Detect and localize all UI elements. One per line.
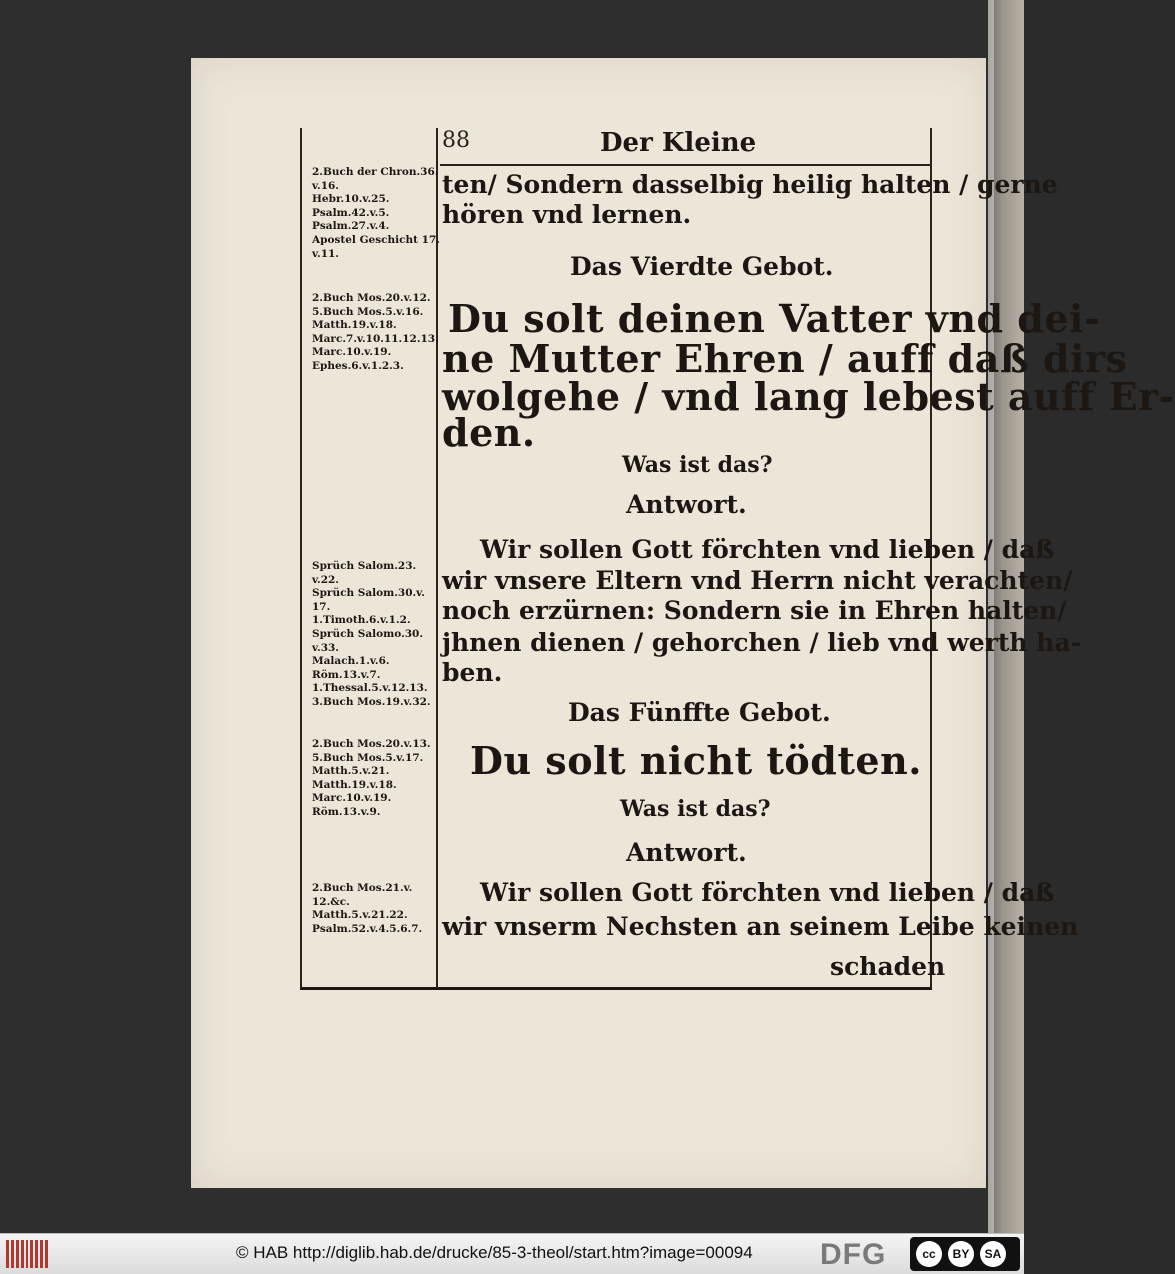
page-number: 88 <box>442 128 470 153</box>
body-line-2: hören vnd lernen. <box>442 200 692 229</box>
body-line-1: ten/ Sondern dasselbig heilig halten / gerne <box>442 170 1058 199</box>
margin-ref: Marc.7.v.10.11.12.13. <box>312 332 439 345</box>
answer5-line-2: wir vnserm Nechsten an seinem Leibe keinen <box>442 912 1079 941</box>
margin-ref: 17. <box>312 600 331 613</box>
margin-ref: v.11. <box>312 247 339 260</box>
commandment4-line-4: den. <box>442 410 536 455</box>
copyright-link[interactable]: © HAB http://diglib.hab.de/drucke/85-3-theol/start.htm?image=00094 <box>236 1243 753 1262</box>
margin-ref: 12.&c. <box>312 895 350 908</box>
margin-ref: 1.Thessal.5.v.12.13. <box>312 682 428 695</box>
margin-ref: Ephes.6.v.1.2.3. <box>312 359 404 372</box>
margin-ref: v.33. <box>312 641 339 654</box>
dfg-logo[interactable]: DFG <box>820 1238 887 1271</box>
margin-ref: 1.Timoth.6.v.1.2. <box>312 614 411 627</box>
library-logo-icon[interactable] <box>6 1240 48 1268</box>
heading-fifth-commandment: Das Fünffte Gebot. <box>568 698 831 727</box>
answer-label-fifth: Antwort. <box>626 838 747 867</box>
margin-ref: Sprüch Salomo.30. <box>312 627 424 640</box>
commandment4-line-3: wolgehe / vnd lang lebest auff Er- <box>442 374 1175 419</box>
margin-ref: Sprüch Salom.30.v. <box>312 587 425 600</box>
margin-ref: 2.Buch Mos.21.v. <box>312 882 413 894</box>
answer4-line-2: wir vnsere Eltern vnd Herrn nicht verachten/ <box>442 566 1073 595</box>
sa-icon: SA <box>980 1241 1006 1267</box>
catchword: schaden <box>830 952 946 981</box>
margin-ref: 5.Buch Mos.5.v.16. <box>312 305 424 318</box>
answer4-line-1: Wir sollen Gott förchten vnd lieben / daß <box>480 535 1055 564</box>
margin-ref: Sprüch Salom.23. <box>312 560 417 572</box>
question-fifth: Was ist das? <box>620 796 771 822</box>
margin-ref: 2.Buch der Chron.36. <box>312 166 439 178</box>
heading-fourth-commandment: Das Vierdte Gebot. <box>570 252 834 281</box>
margin-ref: 2.Buch Mos.20.v.13. <box>312 738 431 750</box>
margin-ref: Marc.10.v.19. <box>312 346 392 359</box>
margin-ref: 3.Buch Mos.19.v.32. <box>312 695 431 708</box>
margin-refs-3 <box>312 560 431 710</box>
commandment4-line-2: ne Mutter Ehren / auff daß dirs <box>442 336 1128 381</box>
commandment4-line-1: Du solt deinen Vatter vnd dei- <box>448 296 1101 341</box>
margin-ref: Hebr.10.v.25. <box>312 193 390 206</box>
margin-ref: Matth.19.v.18. <box>312 778 397 791</box>
margin-ref: Psalm.27.v.4. <box>312 220 390 233</box>
margin-ref: Matth.5.v.21.22. <box>312 909 408 922</box>
question-fourth: Was ist das? <box>622 452 773 478</box>
cc-icon: cc <box>916 1241 942 1267</box>
margin-ref: Matth.5.v.21. <box>312 765 390 778</box>
margin-refs-2 <box>312 292 439 374</box>
answer4-line-4: jhnen dienen / gehorchen / lieb vnd werth ha- <box>442 628 1082 657</box>
margin-ref: Psalm.42.v.5. <box>312 206 390 219</box>
answer4-line-5: ben. <box>442 658 503 687</box>
margin-refs-1 <box>312 166 440 261</box>
by-icon: BY <box>948 1241 974 1267</box>
margin-ref: Apostel Geschicht 17. <box>312 233 440 246</box>
viewer-footer <box>0 1233 1024 1274</box>
margin-ref: Marc.10.v.19. <box>312 792 392 805</box>
margin-ref: 2.Buch Mos.20.v.12. <box>312 292 431 304</box>
margin-ref: Psalm.52.v.4.5.6.7. <box>312 922 423 935</box>
answer-label-fourth: Antwort. <box>626 490 747 519</box>
commandment5: Du solt nicht tödten. <box>470 738 922 783</box>
margin-ref: Malach.1.v.6. <box>312 655 390 668</box>
margin-ref: Röm.13.v.9. <box>312 805 381 818</box>
margin-ref: 5.Buch Mos.5.v.17. <box>312 751 424 764</box>
answer4-line-3: noch erzürnen: Sondern sie in Ehren halten/ <box>442 596 1067 625</box>
answer5-line-1: Wir sollen Gott förchten vnd lieben / daß <box>480 878 1055 907</box>
margin-ref: v.16. <box>312 179 339 192</box>
margin-refs-5 <box>312 882 422 936</box>
margin-ref: v.22. <box>312 573 339 586</box>
margin-ref: Matth.19.v.18. <box>312 319 397 332</box>
running-head: Der Kleine <box>600 128 757 158</box>
margin-ref: Röm.13.v.7. <box>312 668 381 681</box>
margin-refs-4 <box>312 738 431 820</box>
cc-license-badge[interactable] <box>910 1237 1020 1271</box>
